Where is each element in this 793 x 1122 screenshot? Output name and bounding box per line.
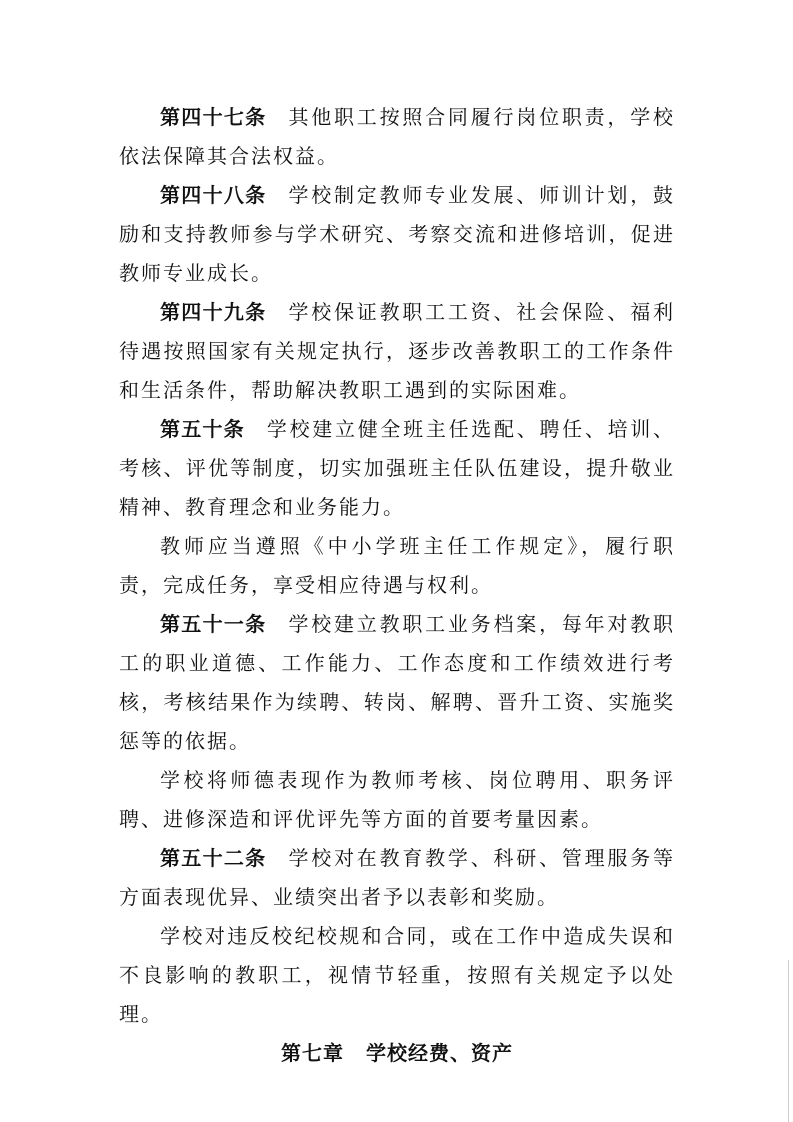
paragraph-article-52 (119, 839, 675, 917)
paragraph-article-51-continuation (119, 761, 675, 839)
paragraph-text: 学校对违反校纪校规和合同，或在工作中造成失误和不良影响的教职工，视情节轻重，按照有关规定予以处理。 (119, 924, 675, 1026)
paragraph-article-50-continuation (119, 527, 675, 605)
article-text: 其他职工按照合同履行岗位职责，学校依法保障其合法权益。 (119, 105, 676, 168)
article-number: 第五十条 (160, 417, 245, 441)
article-number: 第四十七条 (160, 105, 267, 129)
paragraph-article-50 (119, 410, 675, 527)
document-body (119, 98, 675, 1073)
paragraph-article-49 (119, 293, 675, 410)
paragraph-article-47 (119, 98, 675, 176)
article-text: 学校对在教育教学、科研、管理服务等方面表现优异、业绩突出者予以表彰和奖励。 (119, 846, 676, 909)
article-text: 学校制定教师专业发展、师训计划，鼓励和支持教师参与学术研究、考察交流和进修培训，促进教师专业成长。 (119, 183, 676, 285)
article-number: 第五十一条 (160, 612, 267, 636)
paragraph-article-52-continuation (119, 917, 675, 1034)
article-number: 第五十二条 (160, 846, 267, 870)
chapter-heading (119, 1034, 675, 1073)
article-text: 学校保证教职工工资、社会保险、福利待遇按照国家有关规定执行，逐步改善教职工的工作条件和生活条件，帮助解决教职工遇到的实际困难。 (119, 300, 676, 402)
paragraph-article-51 (119, 605, 675, 761)
paragraph-text: 教师应当遵照《中小学班主任工作规定》，履行职责，完成任务，享受相应待遇与权利。 (119, 534, 675, 597)
article-number: 第四十八条 (160, 183, 267, 207)
paragraph-text: 学校将师德表现作为教师考核、岗位聘用、职务评聘、进修深造和评优评先等方面的首要考量因素。 (119, 768, 675, 831)
chapter-title: 学校经费、资产 (366, 1041, 513, 1065)
chapter-number: 第七章 (281, 1041, 344, 1065)
paragraph-article-48 (119, 176, 675, 293)
article-text: 学校建立健全班主任选配、聘任、培训、考核、评优等制度，切实加强班主任队伍建设，提升敬业精神、教育理念和业务能力。 (119, 417, 676, 519)
article-text: 学校建立教职工业务档案，每年对教职工的职业道德、工作能力、工作态度和工作绩效进行考核，考核结果作为续聘、转岗、解聘、晋升工资、实施奖惩等的依据。 (119, 612, 676, 753)
article-number: 第四十九条 (160, 300, 267, 324)
page-edge-divider (788, 960, 789, 1122)
